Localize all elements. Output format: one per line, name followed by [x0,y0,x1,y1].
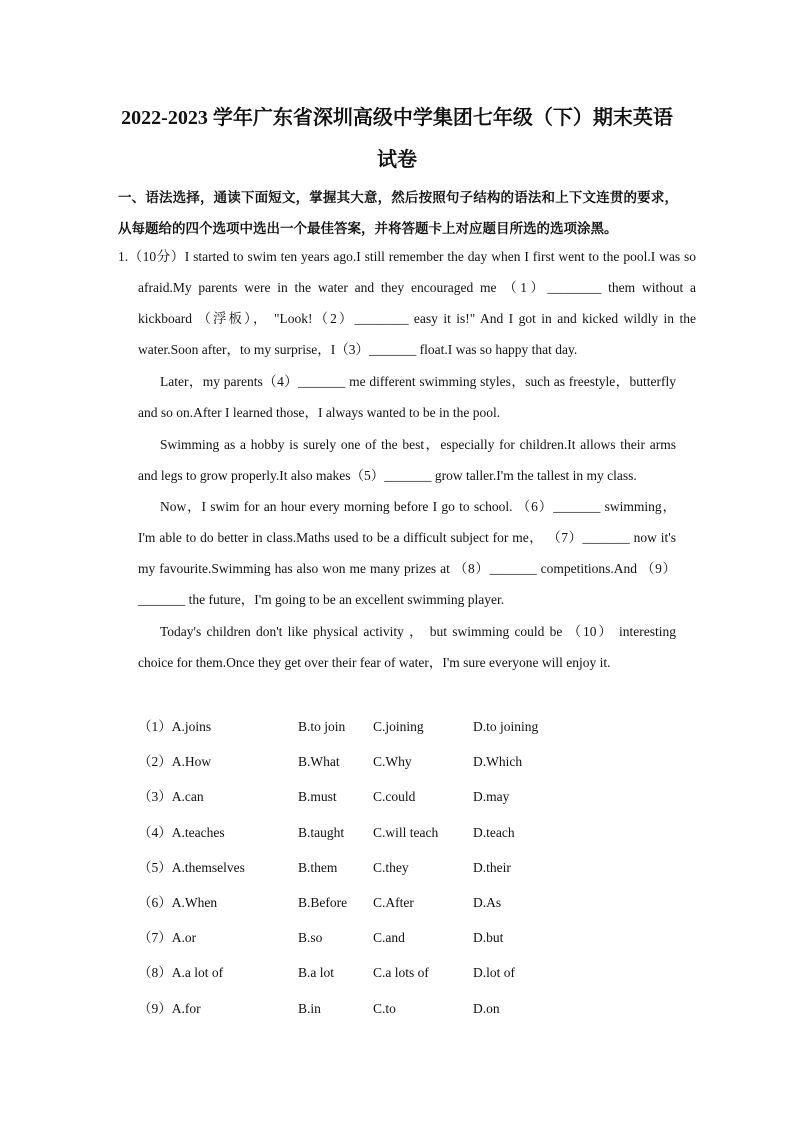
option-d[interactable]: D.teach [473,824,515,840]
option-a[interactable]: （2）A.How [138,754,212,770]
option-d[interactable]: D.Which [473,754,523,770]
question-1-paragraph-4: Now，I swim for an hour every morning before I go to school. （6）_______ swimming，I'm able to do better in class.Maths used to be a difficult subject for me， （7）_______ now it's my favourite.Swimming has also won me many prizes at （8）_______ competitions.And （9）_______ the future，I'm going to be an excellent swimming player. [138,499,676,607]
option-d[interactable]: D.on [473,1000,500,1016]
option-row [138,893,698,913]
exam-title-line1: 2022-2023 学年广东省深圳高级中学集团七年级（下）期末英语 [121,107,673,129]
option-b[interactable]: B.so [298,930,323,946]
option-b[interactable]: B.them [298,859,338,875]
option-a[interactable]: （1）A.joins [138,719,212,734]
option-a[interactable]: （4）A.teaches [138,824,225,840]
option-b[interactable]: B.must [298,789,337,805]
option-a[interactable]: （6）A.When [138,895,218,910]
option-a[interactable]: （9）A.for [138,1000,201,1016]
section-instructions: 一、语法选择，通读下面短文，掌握其大意，然后按照句子结构的语法和上下文连贯的要求， 从每题给的四个选项中选出一个最佳答案，并将答题卡上对应题目所选的选项涂黑。 [118,190,678,236]
option-row [138,999,698,1019]
option-a[interactable]: （8）A.a lot of [138,965,224,981]
option-row [138,752,698,772]
option-c[interactable]: C.After [373,895,414,910]
option-b[interactable]: B.a lot [298,965,334,981]
option-d[interactable]: D.As [473,895,502,910]
option-row [138,963,698,983]
option-d[interactable]: D.lot of [473,965,515,981]
exam-title-line2: 试卷 [377,149,417,171]
option-c[interactable]: C.Why [373,754,412,770]
option-b[interactable]: B.in [298,1000,321,1016]
option-c[interactable]: C.they [373,859,409,875]
option-c[interactable]: C.will teach [373,824,439,840]
option-c[interactable]: C.and [373,930,405,946]
option-row [138,717,698,737]
question-1-paragraph-3: Swimming as a hobby is surely one of the best，especially for children.It allows their arms and legs to grow properly.It also makes（5）_______ grow taller.I'm the tallest in my class. [138,437,676,483]
question-1-paragraph-5: Today's children don't like physical activity ， but swimming could be （10） interesting choice for them.Once they get over their fear of water，I'm sure everyone will enjoy it. [138,624,676,670]
option-a[interactable]: （5）A.themselves [138,859,245,875]
option-a[interactable]: （7）A.or [138,930,197,946]
option-d[interactable]: D.but [473,930,504,946]
option-c[interactable]: C.joining [373,719,424,734]
option-b[interactable]: B.to join [298,719,346,734]
option-row [138,823,698,843]
option-b[interactable]: B.What [298,754,340,770]
option-a[interactable]: （3）A.can [138,789,204,805]
option-d[interactable]: D.to joining [473,719,539,734]
option-b[interactable]: B.taught [298,824,345,840]
option-b[interactable]: B.Before [298,895,348,910]
option-row [138,858,698,878]
option-c[interactable]: C.to [373,1000,396,1016]
question-1-paragraph-2: Later，my parents（4）_______ me different swimming styles，such as freestyle，butterfly and so on.After I learned those，I always wanted to be in the pool. [138,374,676,420]
option-d[interactable]: D.their [473,859,511,875]
option-row [138,787,698,807]
option-c[interactable]: C.could [373,789,416,805]
option-row [138,928,698,948]
option-d[interactable]: D.may [473,789,510,805]
option-c[interactable]: C.a lots of [373,965,429,981]
question-1-paragraph-1: 1.（10分）I started to swim ten years ago.I still remember the day when I first went to the pool.I was so afraid.My parents were in the water and they encouraged me （1）________ them without a kickboard （浮板）， "Look!（2）________ easy it is!" And I got in and kicked wildly in the water.Soon after，to my surprise，I（3）_______ float.I was so happy that day. [118,249,696,357]
